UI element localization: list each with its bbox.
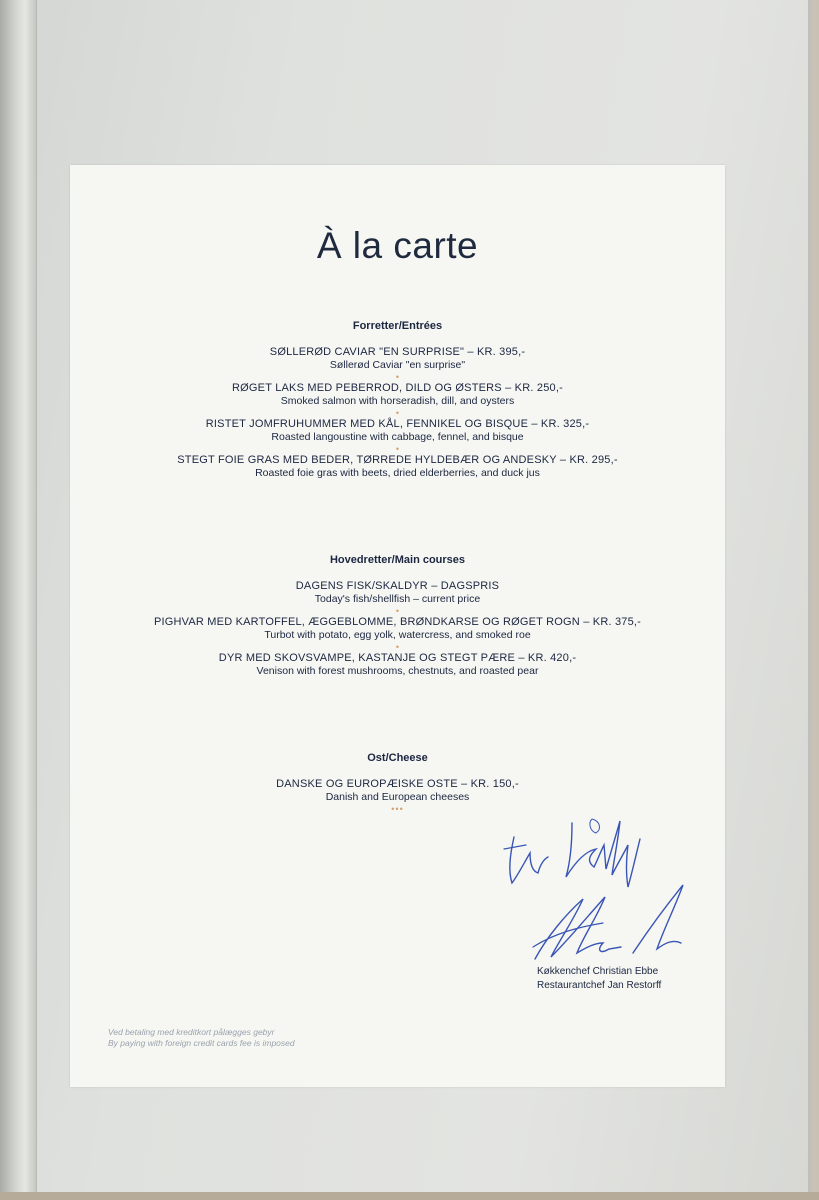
- manager-signature: [500, 815, 660, 895]
- notice-en: By paying with foreign credit cards fee is imposed: [108, 1038, 295, 1048]
- section-heading: Forretter/Entrées: [352, 320, 443, 332]
- dish-name-da: DANSKE OG EUROPÆISKE OSTE – KR. 150,-: [276, 778, 519, 790]
- dish: [70, 778, 725, 804]
- head-chef: Køkkenchef Christian Ebbe: [537, 966, 659, 977]
- notice-da: Ved betaling med kreditkort pålægges gebyr: [108, 1027, 275, 1037]
- restaurant-manager: Restaurantchef Jan Restorff: [537, 980, 662, 991]
- separator-dot: •: [395, 372, 400, 382]
- dish-name-en: Today's fish/shellfish – current price: [314, 593, 481, 605]
- dish-name-en: Roasted langoustine with cabbage, fennel, and bisque: [271, 431, 524, 443]
- folder-spine: [0, 0, 37, 1192]
- dish-name-da: RØGET LAKS MED PEBERROD, DILD OG ØSTERS – KR. 250,-: [232, 382, 563, 394]
- dish-name-da: RISTET JOMFRUHUMMER MED KÅL, FENNIKEL OG BISQUE – KR. 325,-: [205, 418, 590, 430]
- section-heading: Ost/Cheese: [367, 752, 428, 764]
- dish-name-da: SØLLERØD CAVIAR "EN SURPRISE" – KR. 395,-: [269, 346, 526, 358]
- dish: [70, 346, 725, 372]
- menu-sheet: [70, 165, 725, 1087]
- dish: [70, 382, 725, 408]
- separator-dot: •: [395, 606, 400, 616]
- separator-dot: •: [395, 642, 400, 652]
- dish-name-da: STEGT FOIE GRAS MED BEDER, TØRREDE HYLDEBÆR OG ANDESKY – KR. 295,-: [177, 454, 618, 466]
- end-ornament: •••: [391, 804, 404, 814]
- dish-name-en: Turbot with potato, egg yolk, watercress, and smoked roe: [264, 629, 531, 641]
- dish: [70, 652, 725, 678]
- table-surface: [0, 1192, 819, 1200]
- dish: [70, 616, 725, 642]
- section-heading: Hovedretter/Main courses: [329, 554, 466, 566]
- dish-name-en: Søllerød Caviar "en surprise": [329, 359, 466, 371]
- staff-credits: [537, 965, 661, 993]
- credit-card-notice: [108, 1027, 295, 1049]
- dish-name-en: Smoked salmon with horseradish, dill, and oysters: [280, 395, 515, 407]
- dish: [70, 580, 725, 606]
- separator-dot: •: [395, 408, 400, 418]
- menu-title: À la carte: [316, 225, 479, 266]
- dish-name-en: Roasted foie gras with beets, dried elderberries, and duck jus: [255, 467, 540, 479]
- section-main-courses: [70, 554, 725, 678]
- dish: [70, 454, 725, 480]
- section-cheese: [70, 752, 725, 814]
- dish: [70, 418, 725, 444]
- dish-name-da: DYR MED SKOVSVAMPE, KASTANJE OG STEGT PÆRE – KR. 420,-: [218, 652, 577, 664]
- section-starters: [70, 320, 725, 480]
- dish-name-da: DAGENS FISK/SKALDYR – DAGSPRIS: [295, 580, 500, 592]
- dish-name-en: Danish and European cheeses: [325, 791, 470, 803]
- separator-dot: •: [395, 444, 400, 454]
- dish-name-en: Venison with forest mushrooms, chestnuts, and roasted pear: [256, 665, 539, 677]
- dish-name-da: PIGHVAR MED KARTOFFEL, ÆGGEBLOMME, BRØNDKARSE OG RØGET ROGN – KR. 375,-: [153, 616, 642, 628]
